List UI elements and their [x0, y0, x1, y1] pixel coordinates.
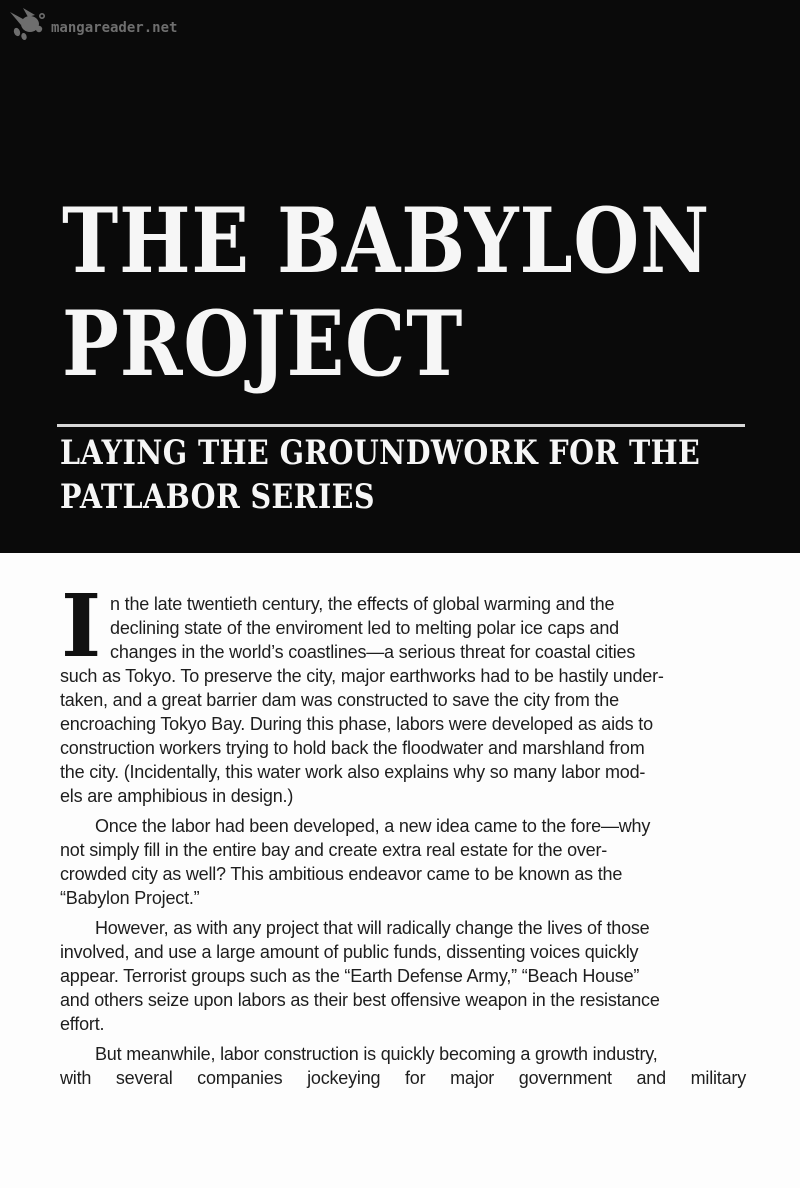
text-line: Once the labor had been developed, a new idea came to the fore—why	[95, 816, 651, 836]
text-line: with several companies jockeying for major government and military	[60, 1068, 746, 1088]
paragraph	[60, 576, 746, 808]
article-body	[60, 576, 746, 1090]
text-line: But meanwhile, labor construction is quickly becoming a growth industry,	[95, 1044, 658, 1064]
page-title-line1: THE BABYLON	[62, 188, 711, 294]
text-line: and others seize upon labors as their best offensive weapon in the resistance	[60, 990, 660, 1010]
text-line: encroaching Tokyo Bay. During this phase, labors were developed as aids to	[60, 714, 653, 734]
page-subtitle	[60, 431, 700, 519]
page-subtitle-line2: PATLABOR SERIES	[60, 477, 375, 517]
text-line: the city. (Incidentally, this water work also explains why so many labor mod-	[60, 762, 646, 782]
text-line: “Babylon Project.”	[60, 888, 200, 908]
text-line: taken, and a great barrier dam was constructed to save the city from the	[60, 690, 619, 710]
watermark-site-name: mangareader.net	[51, 20, 178, 36]
chapter-title-header	[0, 0, 800, 553]
text-line: n the late twentieth century, the effects of global warming and the	[110, 594, 615, 614]
text-line: involved, and use a large amount of public funds, dissenting voices quickly	[60, 942, 639, 962]
drop-cap-letter: I	[61, 576, 102, 677]
text-line: crowded city as well? This ambitious endeavor came to be known as the	[60, 864, 623, 884]
text-line: not simply fill in the entire bay and create extra real estate for the over-	[60, 840, 608, 860]
text-line: construction workers trying to hold back the floodwater and marshland from	[60, 738, 645, 758]
site-watermark	[8, 8, 177, 42]
text-line: changes in the world’s coastlines—a serious threat for coastal cities	[110, 642, 636, 662]
page-title-line2: PROJECT	[62, 291, 464, 397]
page-title	[62, 190, 710, 396]
page-subtitle-line1: LAYING THE GROUNDWORK FOR THE	[60, 433, 701, 473]
paragraph	[60, 1042, 746, 1090]
text-line: effort.	[60, 1014, 105, 1034]
paragraph	[60, 814, 746, 910]
mangareader-mascot-icon	[8, 8, 48, 42]
text-line: els are amphibious in design.)	[60, 786, 294, 806]
text-line: appear. Terrorist groups such as the “Earth Defense Army,” “Beach House”	[60, 966, 640, 986]
text-line: declining state of the enviroment led to melting polar ice caps and	[110, 618, 619, 638]
text-line: such as Tokyo. To preserve the city, major earthworks had to be hastily under-	[60, 666, 664, 686]
text-line: However, as with any project that will radically change the lives of those	[95, 918, 650, 938]
paragraph	[60, 916, 746, 1036]
title-divider-rule	[57, 424, 745, 427]
